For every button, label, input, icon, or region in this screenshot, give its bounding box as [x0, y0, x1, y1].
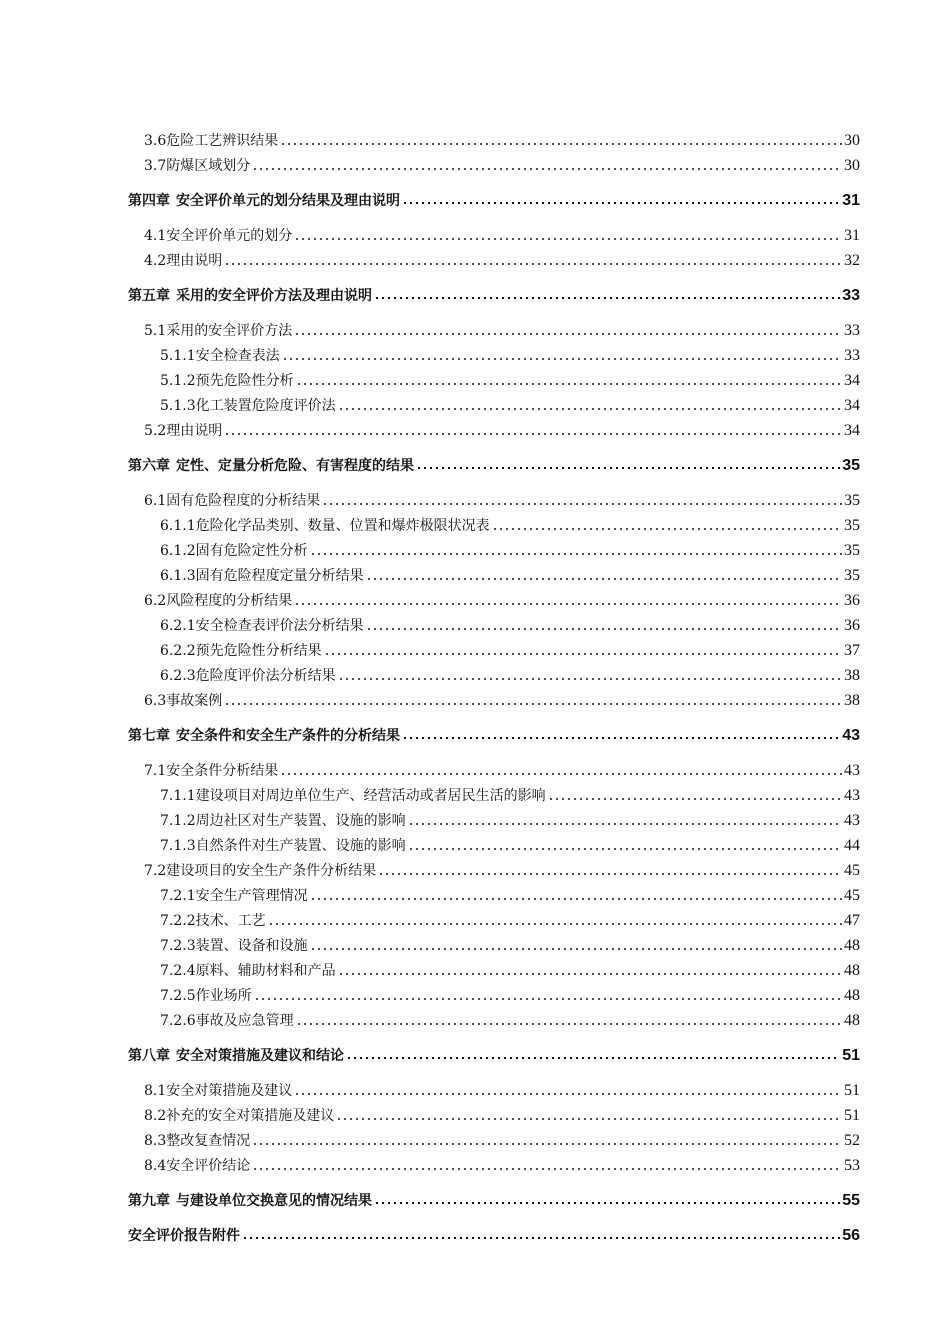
toc-entry-8-2[interactable] [128, 1100, 860, 1125]
toc-entry-title: 5.1采用的安全评价方法 [144, 323, 293, 339]
toc-page-number: 48 [844, 937, 860, 954]
toc-chapter-4[interactable] [128, 185, 860, 210]
toc-chapter-7[interactable] [128, 720, 860, 745]
toc-chapter-title [128, 190, 400, 210]
chapter-name: 安全条件和安全生产条件的分析结果 [176, 728, 400, 744]
toc-entry-7-2-3[interactable] [128, 930, 860, 955]
toc-entry-8-3[interactable] [128, 1125, 860, 1150]
dot-leader [252, 1168, 842, 1170]
toc-entry-title: 7.2.5作业场所 [160, 988, 252, 1004]
toc-page-number: 48 [844, 987, 860, 1004]
toc-entry-title: 8.2补充的安全对策措施及建议 [144, 1108, 335, 1124]
dot-leader [280, 773, 842, 775]
toc-entry-title: 7.2.3装置、设备和设施 [160, 938, 308, 954]
toc-chapter-title [128, 725, 400, 745]
toc-page-number: 43 [844, 787, 860, 804]
chapter-number: 第五章 [128, 288, 170, 304]
dot-leader [282, 358, 842, 360]
dot-leader [242, 1237, 840, 1239]
toc-entry-4-1[interactable] [128, 220, 860, 245]
toc-page-number: 51 [842, 1047, 860, 1064]
toc-page-number: 31 [844, 227, 860, 244]
chapter-name: 安全对策措施及建议和结论 [176, 1048, 344, 1064]
toc-page-number: 55 [842, 1192, 860, 1209]
toc-page-number: 33 [842, 287, 860, 304]
toc-page-number: 37 [844, 642, 860, 659]
toc-entry-title: 7.2建设项目的安全生产条件分析结果 [144, 863, 377, 879]
toc-page-number: 35 [842, 457, 860, 474]
toc-entry-title: 6.3事故案例 [144, 693, 223, 709]
toc-page-number: 34 [844, 397, 860, 414]
chapter-name: 与建设单位交换意见的情况结果 [176, 1193, 372, 1209]
toc-page-number: 33 [844, 347, 860, 364]
toc-entry-title: 7.1安全条件分析结果 [144, 763, 279, 779]
toc-page-number: 44 [844, 837, 860, 854]
dot-leader [224, 703, 842, 705]
toc-entry-title: 7.1.1建设项目对周边单位生产、经营活动或者居民生活的影响 [160, 788, 546, 804]
dot-leader [366, 578, 842, 580]
toc-page-number: 35 [844, 542, 860, 559]
toc-entry-title: 7.2.4原料、辅助材料和产品 [160, 963, 336, 979]
dot-leader [310, 898, 842, 900]
dot-leader [402, 202, 840, 204]
chapter-number: 第七章 [128, 728, 170, 744]
toc-entry-7-1-1[interactable] [128, 780, 860, 805]
toc-entry-6-1-1[interactable] [128, 510, 860, 535]
toc-entry-7-2[interactable] [128, 855, 860, 880]
toc-entry-title: 7.1.2周边社区对生产装置、设施的影响 [160, 813, 406, 829]
toc-entry-6-2-3[interactable] [128, 660, 860, 685]
toc-entry-7-2-1[interactable] [128, 880, 860, 905]
toc-chapter-title [128, 1190, 372, 1210]
dot-leader [252, 1143, 842, 1145]
toc-page-number: 35 [844, 567, 860, 584]
dot-leader [310, 553, 842, 555]
toc-entry-title: 6.1固有危险程度的分析结果 [144, 493, 321, 509]
toc-page-number: 35 [844, 517, 860, 534]
toc-chapter-title [128, 285, 372, 305]
toc-page-number: 43 [842, 727, 860, 744]
chapter-number: 第四章 [128, 193, 170, 209]
toc-page-number: 31 [842, 192, 860, 209]
toc-entry-title: 6.1.3固有危险程度定量分析结果 [160, 568, 364, 584]
toc-entry-3-6[interactable] [128, 125, 860, 150]
dot-leader [338, 408, 842, 410]
dot-leader [254, 998, 842, 1000]
dot-leader [294, 238, 842, 240]
toc-page-number: 43 [844, 762, 860, 779]
toc-page-number: 48 [844, 1012, 860, 1029]
chapter-name: 采用的安全评价方法及理由说明 [176, 288, 372, 304]
toc-page-number: 36 [844, 592, 860, 609]
toc-page-number: 53 [844, 1157, 860, 1174]
dot-leader [338, 973, 842, 975]
toc-entry-6-2[interactable] [128, 585, 860, 610]
chapter-name: 安全评价单元的划分结果及理由说明 [176, 193, 400, 209]
toc-chapter-6[interactable] [128, 450, 860, 475]
toc-page-number: 48 [844, 962, 860, 979]
dot-leader [280, 143, 842, 145]
toc-entry-title: 5.1.1安全检查表法 [160, 348, 280, 364]
toc-entry-6-2-1[interactable] [128, 610, 860, 635]
chapter-number: 第八章 [128, 1048, 170, 1064]
toc-page-number: 56 [842, 1227, 860, 1244]
dot-leader [408, 823, 842, 825]
toc-entry-7-2-4[interactable] [128, 955, 860, 980]
toc-entry-6-3[interactable] [128, 685, 860, 710]
toc-entry-6-1-2[interactable] [128, 535, 860, 560]
toc-page-number: 36 [844, 617, 860, 634]
toc-chapter-9[interactable] [128, 1185, 860, 1210]
toc-entry-title: 5.1.3化工装置危险度评价法 [160, 398, 336, 414]
toc-entry-title: 7.1.3自然条件对生产装置、设施的影响 [160, 838, 406, 854]
dot-leader [374, 297, 840, 299]
toc-page-number: 33 [844, 322, 860, 339]
dot-leader [336, 1118, 842, 1120]
toc-entry-5-1-3[interactable] [128, 390, 860, 415]
dot-leader [548, 798, 842, 800]
toc-appendix[interactable] [128, 1220, 860, 1245]
toc-entry-5-1-1[interactable] [128, 340, 860, 365]
dot-leader [492, 528, 842, 530]
toc-page-number: 35 [844, 492, 860, 509]
toc-entry-title: 6.1.2固有危险定性分析 [160, 543, 308, 559]
toc-entry-title: 5.1.2预先危险性分析 [160, 373, 294, 389]
dot-leader [322, 503, 842, 505]
toc-entry-title: 3.6危险工艺辨识结果 [144, 133, 279, 149]
toc-page-number: 51 [844, 1107, 860, 1124]
toc-entry-6-2-2[interactable] [128, 635, 860, 660]
toc-entry-title: 6.2风险程度的分析结果 [144, 593, 293, 609]
toc-page-number: 32 [844, 252, 860, 269]
toc-entry-7-1-2[interactable] [128, 805, 860, 830]
toc-entry-7-2-5[interactable] [128, 980, 860, 1005]
toc-page-number: 45 [844, 887, 860, 904]
toc-entry-title: 4.1安全评价单元的划分 [144, 228, 293, 244]
toc-entry-title: 3.7防爆区域划分 [144, 158, 251, 174]
toc-page-number: 34 [844, 422, 860, 439]
toc-entry-title: 8.1安全对策措施及建议 [144, 1083, 293, 1099]
toc-entry-6-1-3[interactable] [128, 560, 860, 585]
toc-entry-title: 5.2理由说明 [144, 423, 223, 439]
toc-page-number: 47 [844, 912, 860, 929]
toc-entry-title: 6.2.2预先危险性分析结果 [160, 643, 322, 659]
toc-entry-title: 7.2.6事故及应急管理 [160, 1013, 294, 1029]
toc-page-number: 43 [844, 812, 860, 829]
dot-leader [338, 678, 842, 680]
toc-entry-title: 7.2.2技术、工艺 [160, 913, 266, 929]
toc-entry-6-1[interactable] [128, 485, 860, 510]
toc-page-number: 38 [844, 667, 860, 684]
dot-leader [374, 1202, 840, 1204]
dot-leader [324, 653, 842, 655]
toc-entry-title: 7.2.1安全生产管理情况 [160, 888, 308, 904]
toc-page-number: 30 [844, 132, 860, 149]
dot-leader [252, 168, 842, 170]
toc-entry-7-2-2[interactable] [128, 905, 860, 930]
toc-entry-title: 6.2.3危险度评价法分析结果 [160, 668, 336, 684]
dot-leader [224, 263, 842, 265]
toc-page-number: 38 [844, 692, 860, 709]
toc-page-number: 52 [844, 1132, 860, 1149]
dot-leader [346, 1057, 840, 1059]
toc-entry-title: 6.2.1安全检查表评价法分析结果 [160, 618, 364, 634]
toc-entry-5-2[interactable] [128, 415, 860, 440]
dot-leader [294, 333, 842, 335]
toc-entry-7-1[interactable] [128, 755, 860, 780]
toc-entry-8-4[interactable] [128, 1150, 860, 1175]
dot-leader [378, 873, 842, 875]
dot-leader [294, 603, 842, 605]
toc-entry-5-1-2[interactable] [128, 365, 860, 390]
dot-leader [402, 737, 840, 739]
toc-entry-8-1[interactable] [128, 1075, 860, 1100]
chapter-number: 第六章 [128, 458, 170, 474]
toc-page-number: 34 [844, 372, 860, 389]
dot-leader [310, 948, 842, 950]
toc-chapter-5[interactable] [128, 280, 860, 305]
table-of-contents [128, 125, 860, 1255]
dot-leader [296, 1023, 842, 1025]
dot-leader [416, 467, 840, 469]
toc-entry-title: 4.2理由说明 [144, 253, 223, 269]
toc-entry-title: 6.1.1危险化学品类别、数量、位置和爆炸极限状况表 [160, 518, 490, 534]
toc-entry-title: 8.4安全评价结论 [144, 1158, 251, 1174]
toc-page-number: 45 [844, 862, 860, 879]
toc-entry-4-2[interactable] [128, 245, 860, 270]
toc-page-number: 30 [844, 157, 860, 174]
toc-entry-7-2-6[interactable] [128, 1005, 860, 1030]
dot-leader [408, 848, 842, 850]
dot-leader [366, 628, 842, 630]
toc-appendix-title: 安全评价报告附件 [128, 1228, 240, 1244]
dot-leader [268, 923, 842, 925]
dot-leader [224, 433, 842, 435]
toc-entry-5-1[interactable] [128, 315, 860, 340]
toc-entry-title: 8.3整改复查情况 [144, 1133, 251, 1149]
toc-chapter-title [128, 455, 414, 475]
chapter-number: 第九章 [128, 1193, 170, 1209]
toc-chapter-title [128, 1045, 344, 1065]
toc-page-number: 51 [844, 1082, 860, 1099]
chapter-name: 定性、定量分析危险、有害程度的结果 [176, 458, 414, 474]
dot-leader [294, 1093, 842, 1095]
toc-chapter-8[interactable] [128, 1040, 860, 1065]
toc-entry-3-7[interactable] [128, 150, 860, 175]
toc-entry-7-1-3[interactable] [128, 830, 860, 855]
dot-leader [296, 383, 842, 385]
